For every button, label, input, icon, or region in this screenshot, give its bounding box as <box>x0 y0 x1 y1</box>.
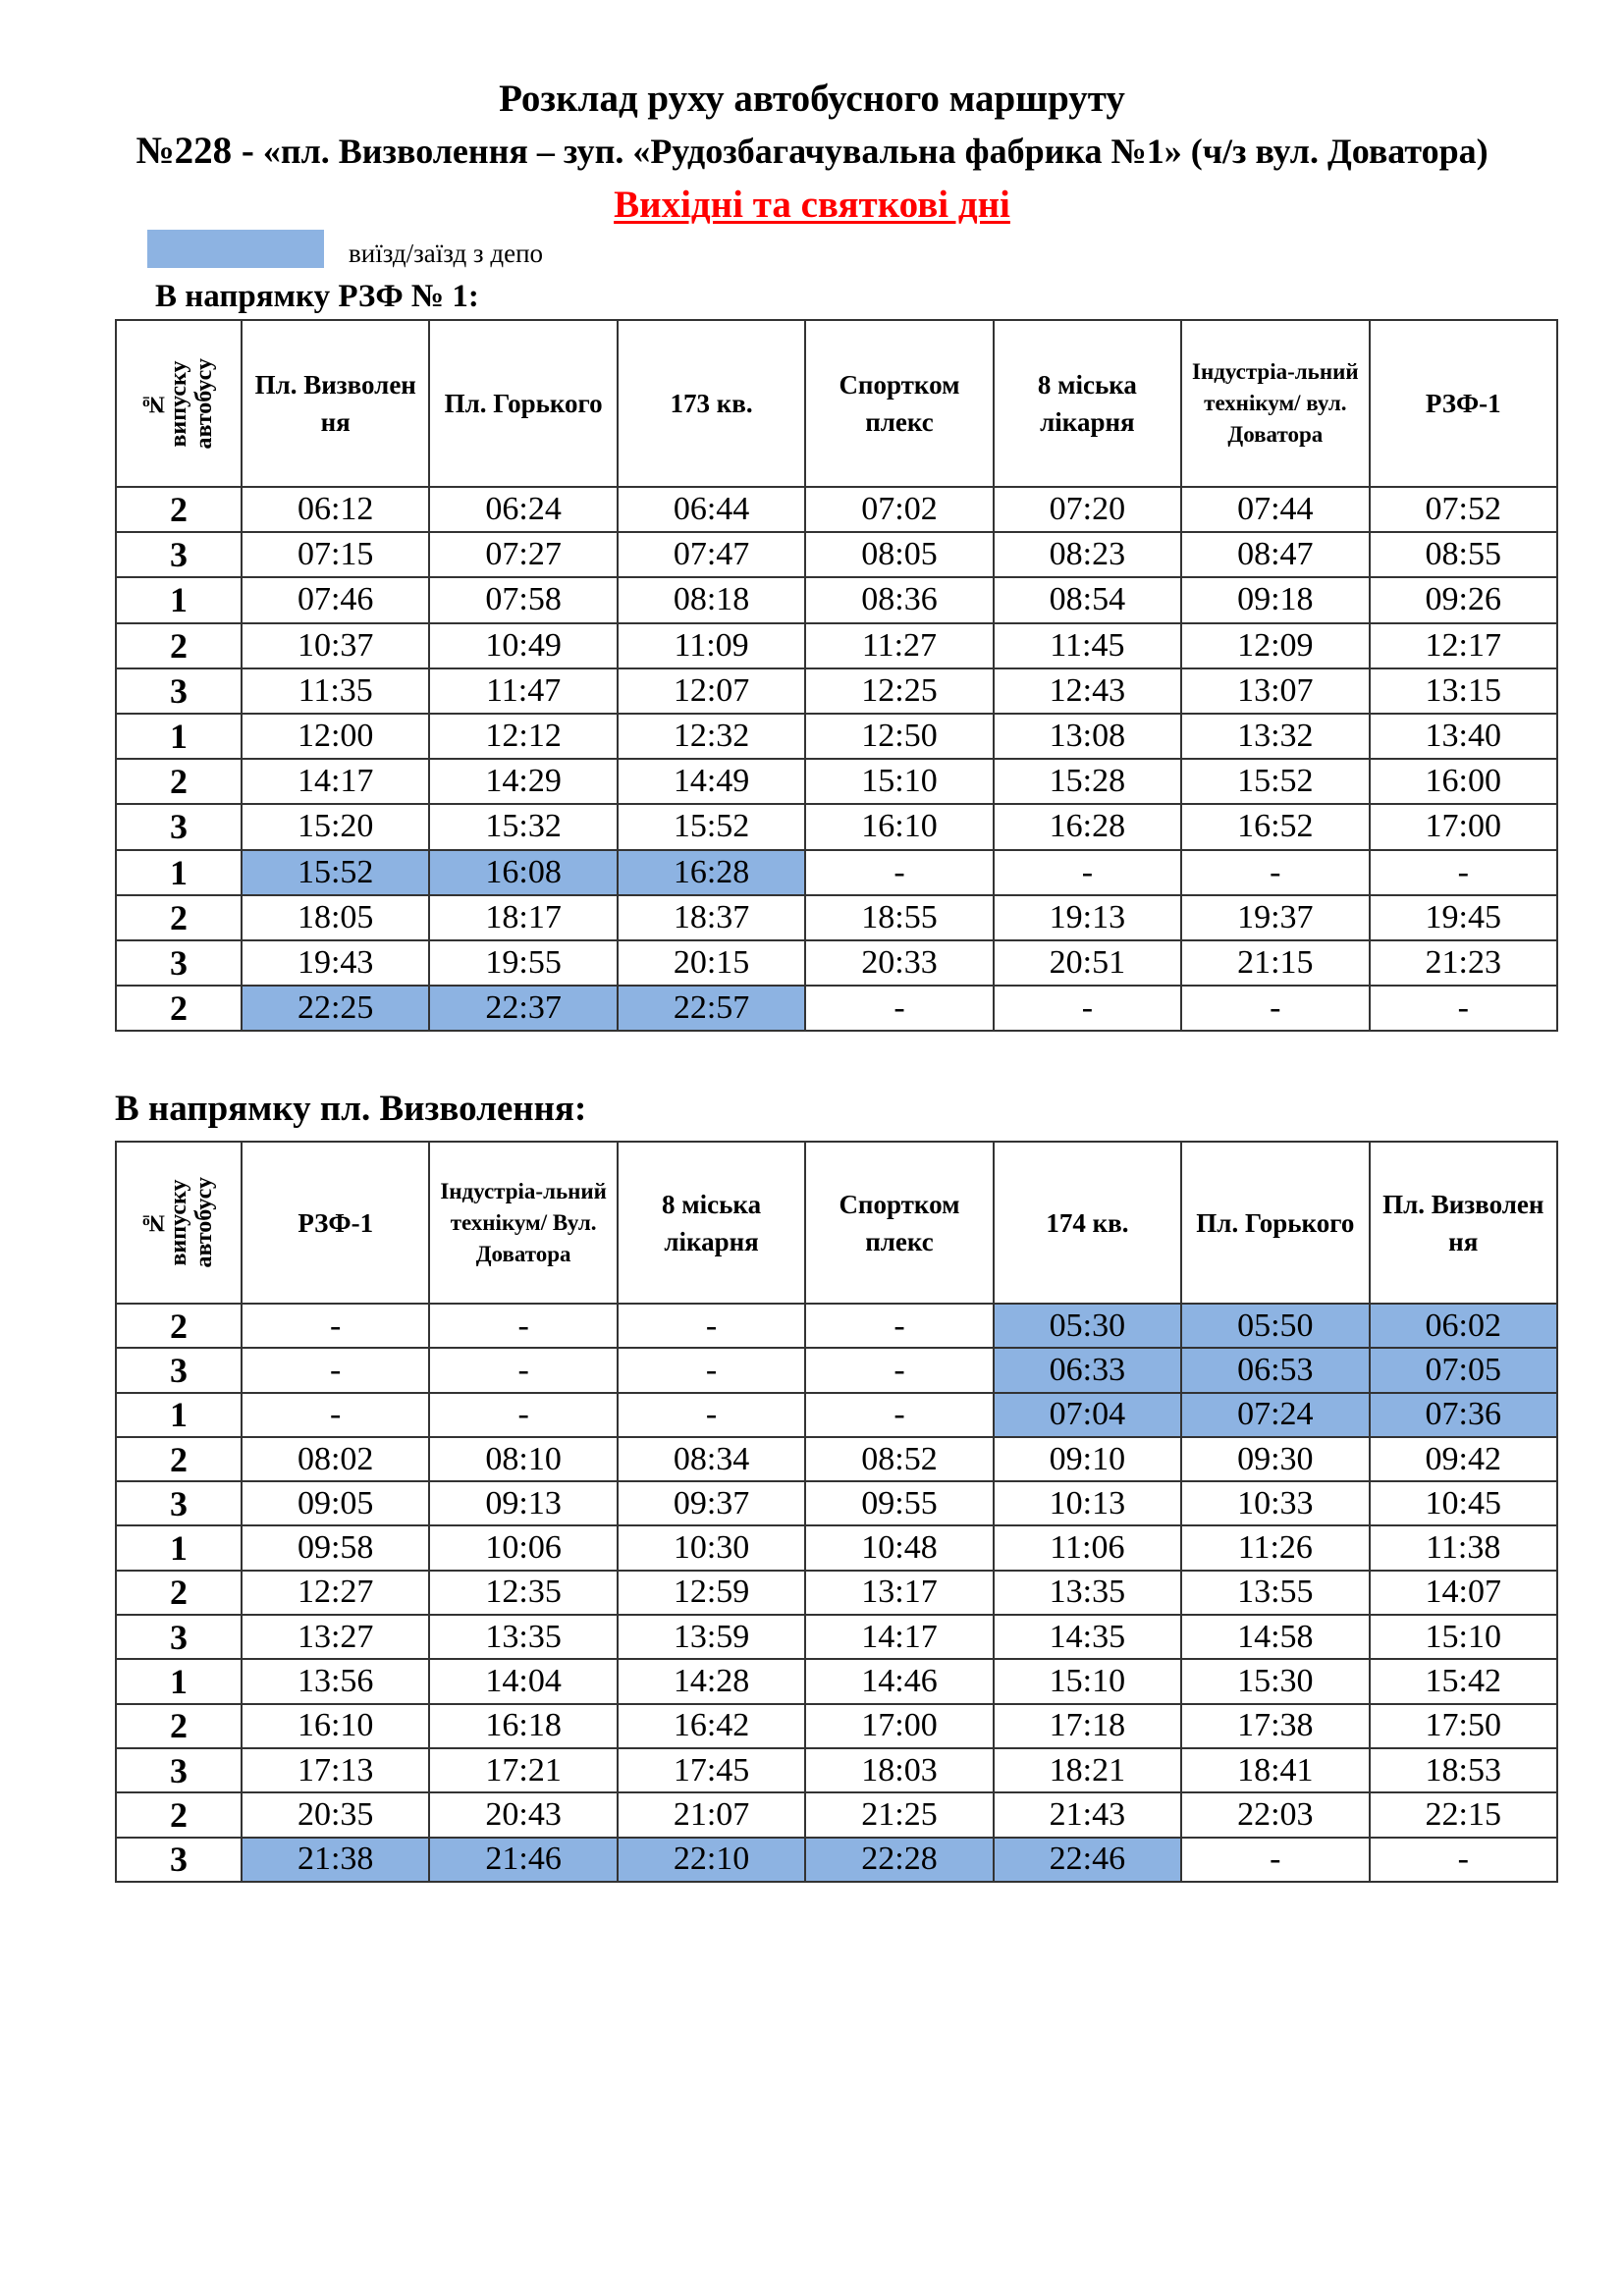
time-cell: - <box>805 850 993 895</box>
time-cell: 11:27 <box>805 623 993 668</box>
time-cell: 06:44 <box>618 487 805 532</box>
bus-number-column-header <box>116 320 242 487</box>
time-cell: 07:52 <box>1370 487 1557 532</box>
time-cell: 10:13 <box>994 1481 1181 1525</box>
bus-number-cell: 2 <box>116 986 242 1031</box>
time-cell: 21:15 <box>1181 940 1369 986</box>
time-cell: 16:28 <box>994 804 1181 849</box>
time-cell: 17:21 <box>429 1748 617 1792</box>
time-cell: 14:58 <box>1181 1615 1369 1659</box>
depot-time-cell: 21:38 <box>242 1838 429 1882</box>
table-row <box>116 1571 1557 1615</box>
stop-column-header: Пл. Визволен ня <box>242 320 429 487</box>
time-cell: 18:55 <box>805 895 993 940</box>
time-cell: 15:10 <box>805 759 993 804</box>
time-cell: 15:42 <box>1370 1659 1557 1703</box>
time-cell: 18:21 <box>994 1748 1181 1792</box>
stop-column-header: Пл. Горького <box>429 320 617 487</box>
stop-column-header: РЗФ-1 <box>1370 320 1557 487</box>
time-cell: 08:02 <box>242 1437 429 1481</box>
bus-number-cell: 3 <box>116 532 242 577</box>
table-row <box>116 1615 1557 1659</box>
time-cell: 20:35 <box>242 1792 429 1837</box>
bus-number-column-header <box>116 1142 242 1304</box>
time-cell: 13:17 <box>805 1571 993 1615</box>
bus-number-header-line: № <box>140 1209 166 1236</box>
time-cell: 21:25 <box>805 1792 993 1837</box>
bus-number-cell: 3 <box>116 1748 242 1792</box>
table-row <box>116 850 1557 895</box>
time-cell: 21:07 <box>618 1792 805 1837</box>
depot-time-cell: 06:53 <box>1181 1348 1369 1392</box>
table-row <box>116 1481 1557 1525</box>
time-cell: 08:55 <box>1370 532 1557 577</box>
time-cell: 16:52 <box>1181 804 1369 849</box>
time-cell: 08:36 <box>805 577 993 622</box>
stop-column-header: РЗФ-1 <box>242 1142 429 1304</box>
bus-number-header-line: автобусу <box>191 1177 217 1268</box>
time-cell: 17:50 <box>1370 1704 1557 1748</box>
time-cell: 08:23 <box>994 532 1181 577</box>
time-cell: 12:32 <box>618 714 805 759</box>
time-cell: - <box>1181 986 1369 1031</box>
time-cell: 17:38 <box>1181 1704 1369 1748</box>
bus-number-cell: 3 <box>116 1348 242 1392</box>
time-cell: 11:35 <box>242 668 429 714</box>
time-cell: 13:35 <box>994 1571 1181 1615</box>
time-cell: 09:37 <box>618 1481 805 1525</box>
table-row <box>116 759 1557 804</box>
route-number: №228 - <box>135 130 254 172</box>
table-row <box>116 986 1557 1031</box>
table-row <box>116 623 1557 668</box>
direction-2-table <box>115 1141 1558 1883</box>
time-cell: 12:07 <box>618 668 805 714</box>
time-cell: 08:47 <box>1181 532 1369 577</box>
time-cell: 19:55 <box>429 940 617 986</box>
bus-number-header-line: випуску <box>166 359 191 448</box>
time-cell: 21:23 <box>1370 940 1557 986</box>
direction-1-heading: В напрямку РЗФ № 1: <box>155 279 479 314</box>
time-cell: 10:48 <box>805 1525 993 1570</box>
time-cell: 18:17 <box>429 895 617 940</box>
header-row <box>116 320 1557 487</box>
table-row <box>116 1437 1557 1481</box>
day-type-title <box>0 183 1624 228</box>
depot-time-cell: 22:57 <box>618 986 805 1031</box>
time-cell: 09:58 <box>242 1525 429 1570</box>
time-cell: 16:10 <box>805 804 993 849</box>
stop-column-header: Спортком плекс <box>805 1142 993 1304</box>
depot-time-cell: 05:30 <box>994 1304 1181 1348</box>
table-row <box>116 714 1557 759</box>
time-cell: 13:15 <box>1370 668 1557 714</box>
time-cell: 10:37 <box>242 623 429 668</box>
table-row <box>116 1304 1557 1348</box>
time-cell: 19:37 <box>1181 895 1369 940</box>
bus-number-cell: 1 <box>116 850 242 895</box>
bus-number-header-line: № <box>140 391 166 416</box>
day-type-label: Вихідні та святкові дні <box>614 184 1010 226</box>
depot-time-cell: 06:02 <box>1370 1304 1557 1348</box>
stop-column-header: Індустріа-льний технікум/ вул. Доватора <box>1181 320 1369 487</box>
time-cell: 13:59 <box>618 1615 805 1659</box>
table-row <box>116 577 1557 622</box>
time-cell: 12:27 <box>242 1571 429 1615</box>
time-cell: 12:43 <box>994 668 1181 714</box>
time-cell: 11:47 <box>429 668 617 714</box>
table-row <box>116 1659 1557 1703</box>
time-cell: 12:17 <box>1370 623 1557 668</box>
time-cell: 09:05 <box>242 1481 429 1525</box>
depot-time-cell: 07:04 <box>994 1393 1181 1437</box>
time-cell: 17:45 <box>618 1748 805 1792</box>
time-cell: 13:40 <box>1370 714 1557 759</box>
time-cell: 21:43 <box>994 1792 1181 1837</box>
time-cell: 19:13 <box>994 895 1181 940</box>
table-row <box>116 1792 1557 1837</box>
depot-time-cell: 21:46 <box>429 1838 617 1882</box>
depot-legend-label: виїзд/заїзд з депо <box>349 239 544 268</box>
time-cell: - <box>1181 1838 1369 1882</box>
time-cell: - <box>429 1304 617 1348</box>
time-cell: 07:44 <box>1181 487 1369 532</box>
time-cell: 18:53 <box>1370 1748 1557 1792</box>
schedule-title: Розклад руху автобусного маршруту <box>499 78 1125 120</box>
time-cell: - <box>429 1393 617 1437</box>
table-row <box>116 668 1557 714</box>
time-cell: 07:27 <box>429 532 617 577</box>
time-cell: 09:10 <box>994 1437 1181 1481</box>
route-name: «пл. Визволення – зуп. «Рудозбагачувальна фабрика №1» (ч/з вул. Доватора) <box>262 132 1489 171</box>
time-cell: 12:59 <box>618 1571 805 1615</box>
table-row <box>116 895 1557 940</box>
bus-number-cell: 1 <box>116 1525 242 1570</box>
depot-legend-swatch <box>147 230 324 268</box>
time-cell: - <box>618 1304 805 1348</box>
time-cell: 20:33 <box>805 940 993 986</box>
table-row <box>116 1748 1557 1792</box>
time-cell: 17:18 <box>994 1704 1181 1748</box>
time-cell: 07:46 <box>242 577 429 622</box>
stop-column-header: Спортком плекс <box>805 320 993 487</box>
time-cell: - <box>1370 1838 1557 1882</box>
bus-number-cell: 3 <box>116 940 242 986</box>
time-cell: 10:33 <box>1181 1481 1369 1525</box>
bus-number-cell: 2 <box>116 895 242 940</box>
bus-number-cell: 1 <box>116 1659 242 1703</box>
time-cell: 11:38 <box>1370 1525 1557 1570</box>
time-cell: - <box>1181 850 1369 895</box>
direction-1-table <box>115 319 1558 1032</box>
table-row <box>116 1838 1557 1882</box>
bus-number-cell: 1 <box>116 577 242 622</box>
time-cell: 15:30 <box>1181 1659 1369 1703</box>
time-cell: - <box>618 1393 805 1437</box>
time-cell: 09:42 <box>1370 1437 1557 1481</box>
stop-column-header: Пл. Горького <box>1181 1142 1369 1304</box>
time-cell: 12:00 <box>242 714 429 759</box>
time-cell: 08:52 <box>805 1437 993 1481</box>
time-cell: 15:52 <box>1181 759 1369 804</box>
time-cell: 15:32 <box>429 804 617 849</box>
time-cell: - <box>805 1304 993 1348</box>
bus-number-cell: 3 <box>116 1838 242 1882</box>
time-cell: 09:13 <box>429 1481 617 1525</box>
time-cell: - <box>1370 986 1557 1031</box>
time-cell: 11:45 <box>994 623 1181 668</box>
depot-time-cell: 22:37 <box>429 986 617 1031</box>
bus-number-cell: 3 <box>116 668 242 714</box>
depot-time-cell: 16:28 <box>618 850 805 895</box>
time-cell: 18:05 <box>242 895 429 940</box>
bus-number-cell: 2 <box>116 1571 242 1615</box>
time-cell: - <box>994 986 1181 1031</box>
time-cell: 11:06 <box>994 1525 1181 1570</box>
time-cell: 07:02 <box>805 487 993 532</box>
depot-time-cell: 07:05 <box>1370 1348 1557 1392</box>
time-cell: 07:58 <box>429 577 617 622</box>
time-cell: 15:20 <box>242 804 429 849</box>
header-row <box>116 1142 1557 1304</box>
stop-column-header: Пл. Визволен ня <box>1370 1142 1557 1304</box>
direction-2-heading: В напрямку пл. Визволення: <box>115 1089 587 1129</box>
time-cell: 14:49 <box>618 759 805 804</box>
time-cell: 13:35 <box>429 1615 617 1659</box>
time-cell: - <box>1370 850 1557 895</box>
time-cell: 08:34 <box>618 1437 805 1481</box>
time-cell: 12:09 <box>1181 623 1369 668</box>
time-cell: 14:17 <box>242 759 429 804</box>
depot-time-cell: 22:25 <box>242 986 429 1031</box>
bus-number-cell: 3 <box>116 804 242 849</box>
time-cell: 22:03 <box>1181 1792 1369 1837</box>
time-cell: 14:04 <box>429 1659 617 1703</box>
table-row <box>116 804 1557 849</box>
table-row <box>116 940 1557 986</box>
time-cell: 15:10 <box>1370 1615 1557 1659</box>
bus-number-cell: 2 <box>116 487 242 532</box>
time-cell: 12:50 <box>805 714 993 759</box>
stop-column-header: Індустріа-льний технікум/ Вул. Доватора <box>429 1142 617 1304</box>
time-cell: - <box>805 1348 993 1392</box>
stop-column-header: 8 міська лікарня <box>994 320 1181 487</box>
depot-time-cell: 16:08 <box>429 850 617 895</box>
stop-column-header: 174 кв. <box>994 1142 1181 1304</box>
time-cell: - <box>242 1348 429 1392</box>
time-cell: 13:55 <box>1181 1571 1369 1615</box>
time-cell: 16:00 <box>1370 759 1557 804</box>
stop-column-header: 173 кв. <box>618 320 805 487</box>
bus-number-cell: 1 <box>116 1393 242 1437</box>
time-cell: 10:49 <box>429 623 617 668</box>
time-cell: 10:45 <box>1370 1481 1557 1525</box>
time-cell: 12:25 <box>805 668 993 714</box>
time-cell: 17:00 <box>805 1704 993 1748</box>
time-cell: 20:43 <box>429 1792 617 1837</box>
bus-number-header-label <box>140 358 217 450</box>
time-cell: 14:28 <box>618 1659 805 1703</box>
time-cell: 13:56 <box>242 1659 429 1703</box>
bus-number-header-label <box>140 1177 217 1268</box>
stop-column-header: 8 міська лікарня <box>618 1142 805 1304</box>
time-cell: 14:17 <box>805 1615 993 1659</box>
time-cell: 14:29 <box>429 759 617 804</box>
time-cell: 16:10 <box>242 1704 429 1748</box>
time-cell: 18:37 <box>618 895 805 940</box>
bus-number-cell: 3 <box>116 1481 242 1525</box>
time-cell: 20:15 <box>618 940 805 986</box>
table-row <box>116 532 1557 577</box>
time-cell: 14:46 <box>805 1659 993 1703</box>
time-cell: 09:18 <box>1181 577 1369 622</box>
time-cell: 19:43 <box>242 940 429 986</box>
time-cell: 07:20 <box>994 487 1181 532</box>
depot-time-cell: 22:46 <box>994 1838 1181 1882</box>
time-cell: 08:05 <box>805 532 993 577</box>
time-cell: 13:07 <box>1181 668 1369 714</box>
bus-number-header-line: випуску <box>166 1179 191 1266</box>
time-cell: 18:03 <box>805 1748 993 1792</box>
time-cell: 18:41 <box>1181 1748 1369 1792</box>
time-cell: 09:30 <box>1181 1437 1369 1481</box>
time-cell: - <box>994 850 1181 895</box>
depot-time-cell: 07:24 <box>1181 1393 1369 1437</box>
bus-number-cell: 2 <box>116 759 242 804</box>
time-cell: 07:47 <box>618 532 805 577</box>
time-cell: 09:26 <box>1370 577 1557 622</box>
bus-number-cell: 1 <box>116 714 242 759</box>
time-cell: 14:07 <box>1370 1571 1557 1615</box>
time-cell: 15:28 <box>994 759 1181 804</box>
table-row <box>116 487 1557 532</box>
depot-time-cell: 05:50 <box>1181 1304 1369 1348</box>
time-cell: - <box>618 1348 805 1392</box>
bus-number-cell: 2 <box>116 1437 242 1481</box>
time-cell: 17:13 <box>242 1748 429 1792</box>
time-cell: 19:45 <box>1370 895 1557 940</box>
depot-time-cell: 07:36 <box>1370 1393 1557 1437</box>
time-cell: 06:24 <box>429 487 617 532</box>
time-cell: 11:26 <box>1181 1525 1369 1570</box>
time-cell: 16:42 <box>618 1704 805 1748</box>
depot-time-cell: 22:10 <box>618 1838 805 1882</box>
time-cell: 08:54 <box>994 577 1181 622</box>
time-cell: 07:15 <box>242 532 429 577</box>
time-cell: 08:18 <box>618 577 805 622</box>
bus-number-cell: 2 <box>116 1304 242 1348</box>
table-row <box>116 1704 1557 1748</box>
time-cell: - <box>242 1393 429 1437</box>
table-row <box>116 1525 1557 1570</box>
table-row <box>116 1393 1557 1437</box>
time-cell: 15:52 <box>618 804 805 849</box>
depot-time-cell: 06:33 <box>994 1348 1181 1392</box>
time-cell: 15:10 <box>994 1659 1181 1703</box>
time-cell: - <box>805 1393 993 1437</box>
time-cell: 09:55 <box>805 1481 993 1525</box>
time-cell: 11:09 <box>618 623 805 668</box>
table-row <box>116 1348 1557 1392</box>
time-cell: 17:00 <box>1370 804 1557 849</box>
time-cell: - <box>805 986 993 1031</box>
time-cell: 20:51 <box>994 940 1181 986</box>
time-cell: 10:30 <box>618 1525 805 1570</box>
time-cell: 13:32 <box>1181 714 1369 759</box>
time-cell: 08:10 <box>429 1437 617 1481</box>
depot-time-cell: 22:28 <box>805 1838 993 1882</box>
bus-number-header-line: автобусу <box>191 357 217 450</box>
time-cell: 10:06 <box>429 1525 617 1570</box>
time-cell: - <box>242 1304 429 1348</box>
time-cell: 16:18 <box>429 1704 617 1748</box>
time-cell: 13:27 <box>242 1615 429 1659</box>
bus-number-cell: 2 <box>116 1704 242 1748</box>
bus-number-cell: 2 <box>116 1792 242 1837</box>
time-cell: 22:15 <box>1370 1792 1557 1837</box>
bus-number-cell: 2 <box>116 623 242 668</box>
time-cell: 13:08 <box>994 714 1181 759</box>
route-title <box>0 130 1624 173</box>
time-cell: 14:35 <box>994 1615 1181 1659</box>
time-cell: - <box>429 1348 617 1392</box>
time-cell: 06:12 <box>242 487 429 532</box>
time-cell: 12:12 <box>429 714 617 759</box>
time-cell: 12:35 <box>429 1571 617 1615</box>
depot-time-cell: 15:52 <box>242 850 429 895</box>
bus-number-cell: 3 <box>116 1615 242 1659</box>
